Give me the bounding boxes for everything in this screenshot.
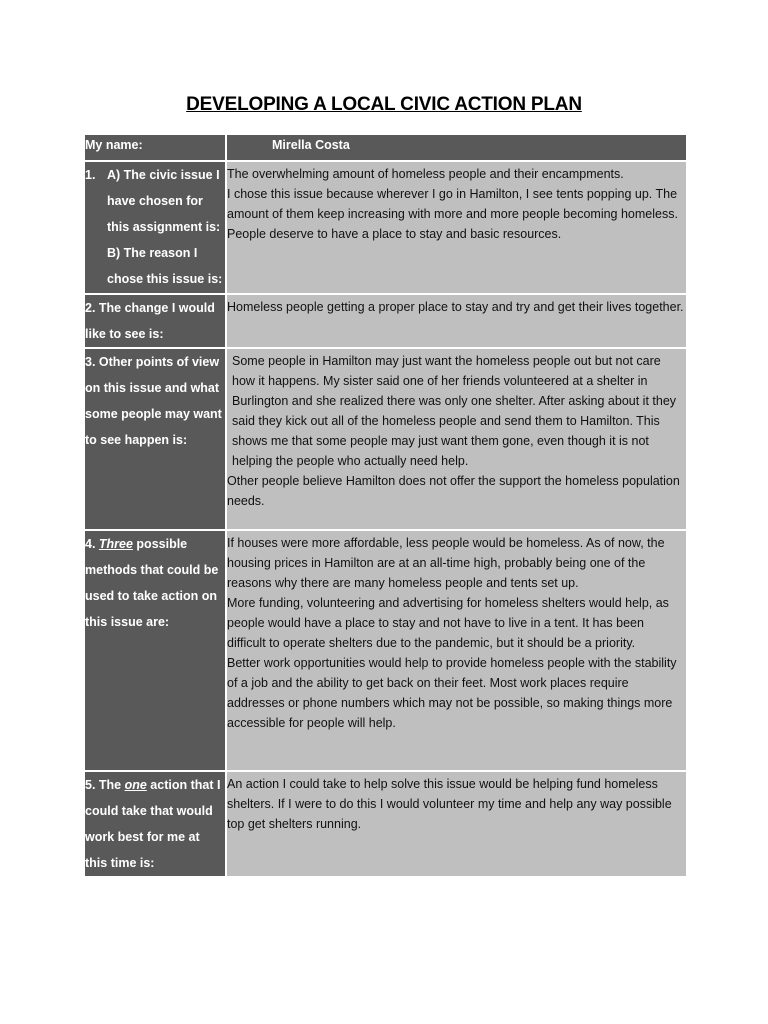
name-value: Mirella Costa [226, 135, 686, 161]
question-2-label: 2. The change I would like to see is: [85, 294, 226, 348]
question-1-answer [226, 161, 686, 294]
question-1-row [85, 161, 686, 294]
question-3-label: 3. Other points of view on this issue and what some people may want to see happen is: [85, 348, 226, 530]
civic-action-plan-table [85, 135, 686, 878]
question-1b-label: B) The reason I chose this issue is: [107, 246, 223, 286]
question-1-answer-issue: The overwhelming amount of homeless people and their encampments. [227, 167, 624, 181]
question-1a-label: 1. A) The civic issue I have chosen for this assignment is: [85, 168, 221, 234]
question-4-method-1: If houses were more affordable, less people would be homeless. As of now, the housing prices in Hamilton are at an all-time high, probably being one of the reasons why there are many homeless people and tents set up. [227, 536, 665, 590]
name-row [85, 135, 686, 161]
question-4-row [85, 530, 686, 771]
question-3-row [85, 348, 686, 530]
question-2-row [85, 294, 686, 348]
question-1-label [85, 161, 226, 294]
question-1-answer-reason: I chose this issue because wherever I go in Hamilton, I see tents popping up. The amount of them keep increasing with more and more people becoming homeless. People deserve to have a place to stay and basic resources. [227, 187, 678, 241]
question-4-method-2: More funding, volunteering and advertising for homeless shelters would help, as people would have a place to stay and not have to live in a tent. It has been difficult to operate shelters due to the pandemic, but it should be a priority. [227, 596, 669, 650]
question-5-label: 5. The one action that I could take that would work best for me at this time is: [85, 771, 226, 877]
question-3-answer-p2: Other people believe Hamilton does not offer the support the homeless population needs. [227, 474, 680, 508]
question-4-answer [226, 530, 686, 771]
question-3-answer-p1: Some people in Hamilton may just want the homeless people out but not care how it happens. My sister said one of her friends volunteered at a shelter in Burlington and she realized there was only one shelter. After asking about it they said they kick out all of the homeless people and send them to Hamilton. This shows me that some people may just want them gone, even though it is not helping the people who actually need help. [232, 354, 677, 468]
question-4-label: 4. Three possible methods that could be used to take action on this issue are: [85, 530, 226, 771]
page-title: DEVELOPING A LOCAL CIVIC ACTION PLAN [186, 94, 582, 115]
question-3-answer [226, 348, 686, 530]
question-2-answer: Homeless people getting a proper place to stay and try and get their lives together. [226, 294, 686, 348]
name-label: My name: [85, 135, 226, 161]
question-4-method-3: Better work opportunities would help to provide homeless people with the stability of a job and the ability to get back on their feet. Most work places require addresses or phone numbers which may not be possible, so making things more accessible for people will help. [227, 656, 677, 730]
question-5-answer: An action I could take to help solve this issue would be helping fund homeless shelters. If I were to do this I would volunteer my time and help any way possible top get shelters running. [226, 771, 686, 877]
question-5-row [85, 771, 686, 877]
